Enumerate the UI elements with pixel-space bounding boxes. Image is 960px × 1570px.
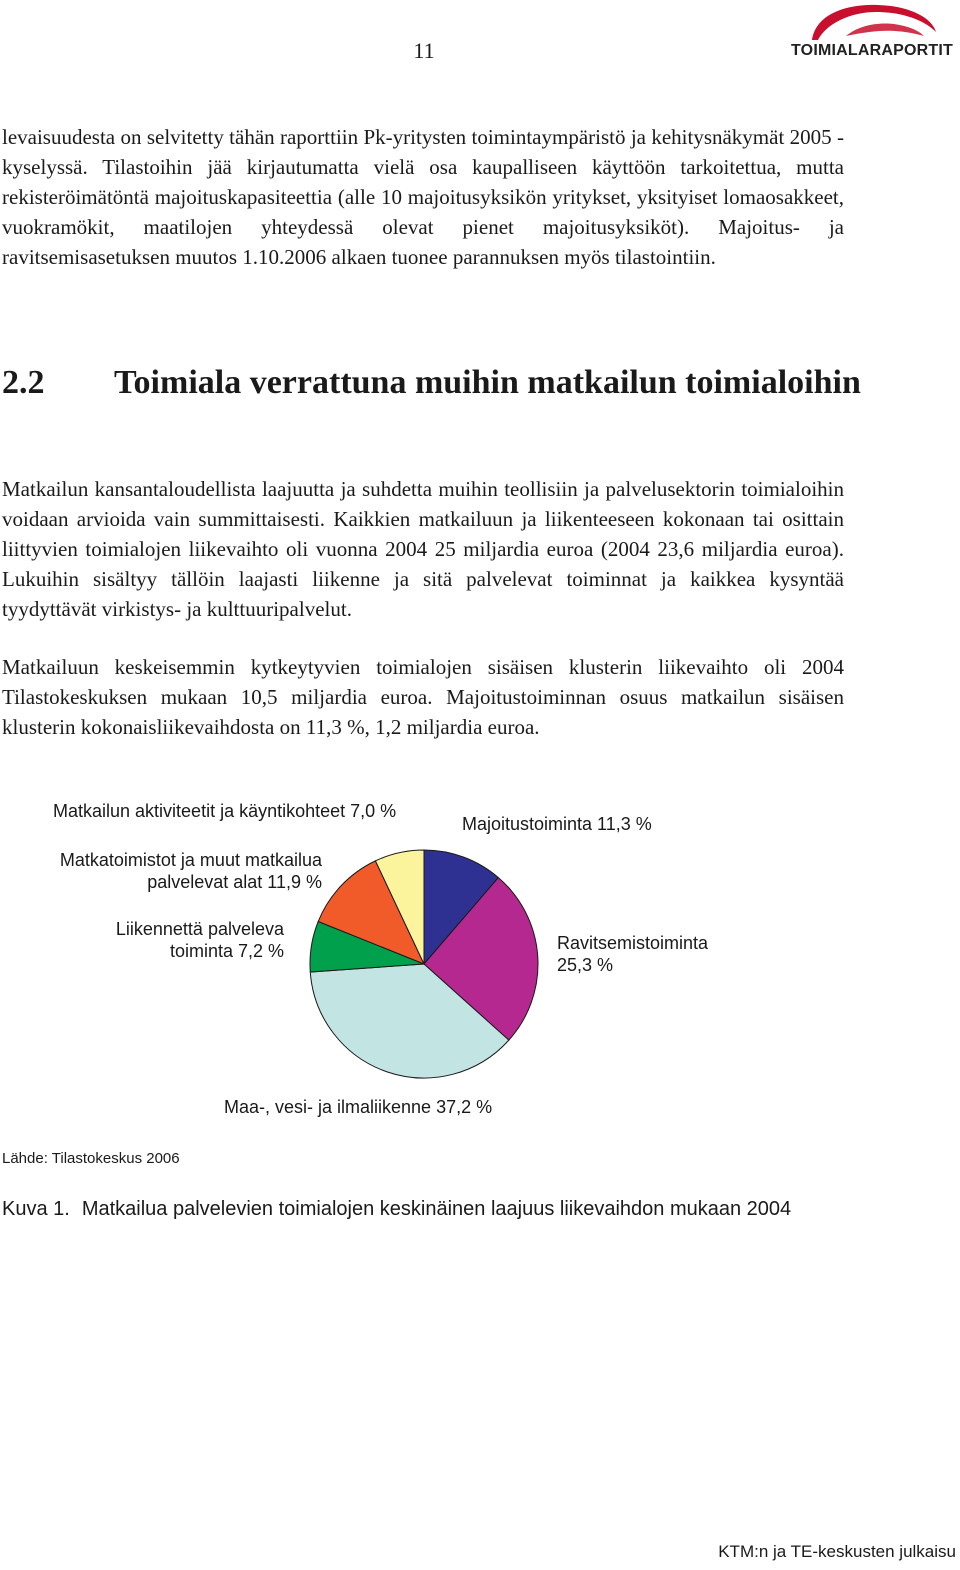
slice-label-line: Maa-, vesi- ja ilmaliikenne 37,2 % [224, 1097, 493, 1117]
logo-text: TOIMIALARAPORTIT [790, 42, 953, 59]
section-title: Toimiala verrattuna muihin matkailun toimialoihin [114, 364, 861, 401]
slice-label-line: Ravitsemistoiminta [557, 933, 709, 953]
page-number: 11 [413, 38, 435, 63]
section-number: 2.2 [2, 364, 45, 401]
slice-label-ravitsemistoiminta [557, 932, 708, 976]
chart-source: Lähde: Tilastokeskus 2006 [2, 1150, 180, 1167]
figure-caption [2, 1198, 791, 1221]
pie-chart [0, 780, 960, 1140]
intro-paragraph: levaisuudesta on selvitetty tähän raporttiin Pk-yritysten toimintaympäristö ja kehitysnäkymät 2005 -kyselyssä. Tilastoihin jää kirjautumatta vielä osa kaupalliseen käyttöön tarkoitettua, mutta rekisteröimätöntä majoituskapasiteettia (alle 10 majoitusyksikön yritykset, yksityiset lomaosakkeet, vuokramökit, maatilojen yhteydessä olevat pienet majoitusyksiköt). Majoitus- ja ravitsemisasetuksen muutos 1.10.2006 alkaen tuonee parannuksen myös tilastointiin. [2, 125, 844, 269]
slice-label-matkatoimistot [20, 849, 322, 893]
slice-label-line: toiminta 7,2 % [169, 941, 284, 961]
section-heading [2, 362, 862, 404]
toimialaraportit-logo [786, 2, 958, 66]
slice-label-aktiviteetit [53, 800, 396, 822]
slice-label-line: Majoitustoiminta 11,3 % [462, 814, 652, 834]
slice-label-liikennetta-palveleva [70, 918, 284, 962]
slice-label-line: Matkatoimistot ja muut matkailua [59, 850, 322, 870]
logo-swoosh-icon [806, 2, 938, 42]
slice-label-majoitustoiminta [462, 813, 652, 835]
slice-label-line: Matkailun aktiviteetit ja käyntikohteet 7,0 % [53, 801, 397, 821]
body-paragraph: Matkailuun keskeisemmin kytkeytyvien toimialojen sisäisen klusterin liikevaihto oli 2004 Tilastokeskuksen mukaan 10,5 miljardia euroa. Majoitustoiminnan osuus matkailun sisäisen klusterin kokonaisliikevaihdosta on 11,3 %, 1,2 miljardia euroa. [2, 655, 844, 739]
caption-text: Matkailua palvelevien toimialojen keskinäinen laajuus liikevaihdon mukaan 2004 [81, 1198, 792, 1220]
footer-publisher: KTM:n ja TE-keskusten julkaisu [718, 1542, 956, 1561]
slice-label-line: palvelevat alat 11,9 % [147, 872, 322, 892]
slice-label-line: Liikennettä palveleva [115, 919, 284, 939]
caption-id: Kuva 1. [2, 1198, 70, 1220]
slice-label-liikenne [224, 1096, 492, 1118]
slice-label-line: 25,3 % [557, 955, 614, 975]
body-paragraph: Matkailun kansantaloudellista laajuutta ja suhdetta muihin teollisiin ja palvelusektorin toimialoihin voidaan arvioida vain summittaisesti. Kaikkien matkailuun ja liikenteeseen kokonaan tai osittain liittyvien toimialojen liikevaihto oli vuonna 2004 25 miljardia euroa (2004 23,6 miljardia euroa). Lukuihin sisältyy tällöin laajasti liikenne ja sitä palvelevat toiminnat ja kaikkea kysyntää tyydyttävät virkistys- ja kulttuuripalvelut. [2, 477, 844, 621]
